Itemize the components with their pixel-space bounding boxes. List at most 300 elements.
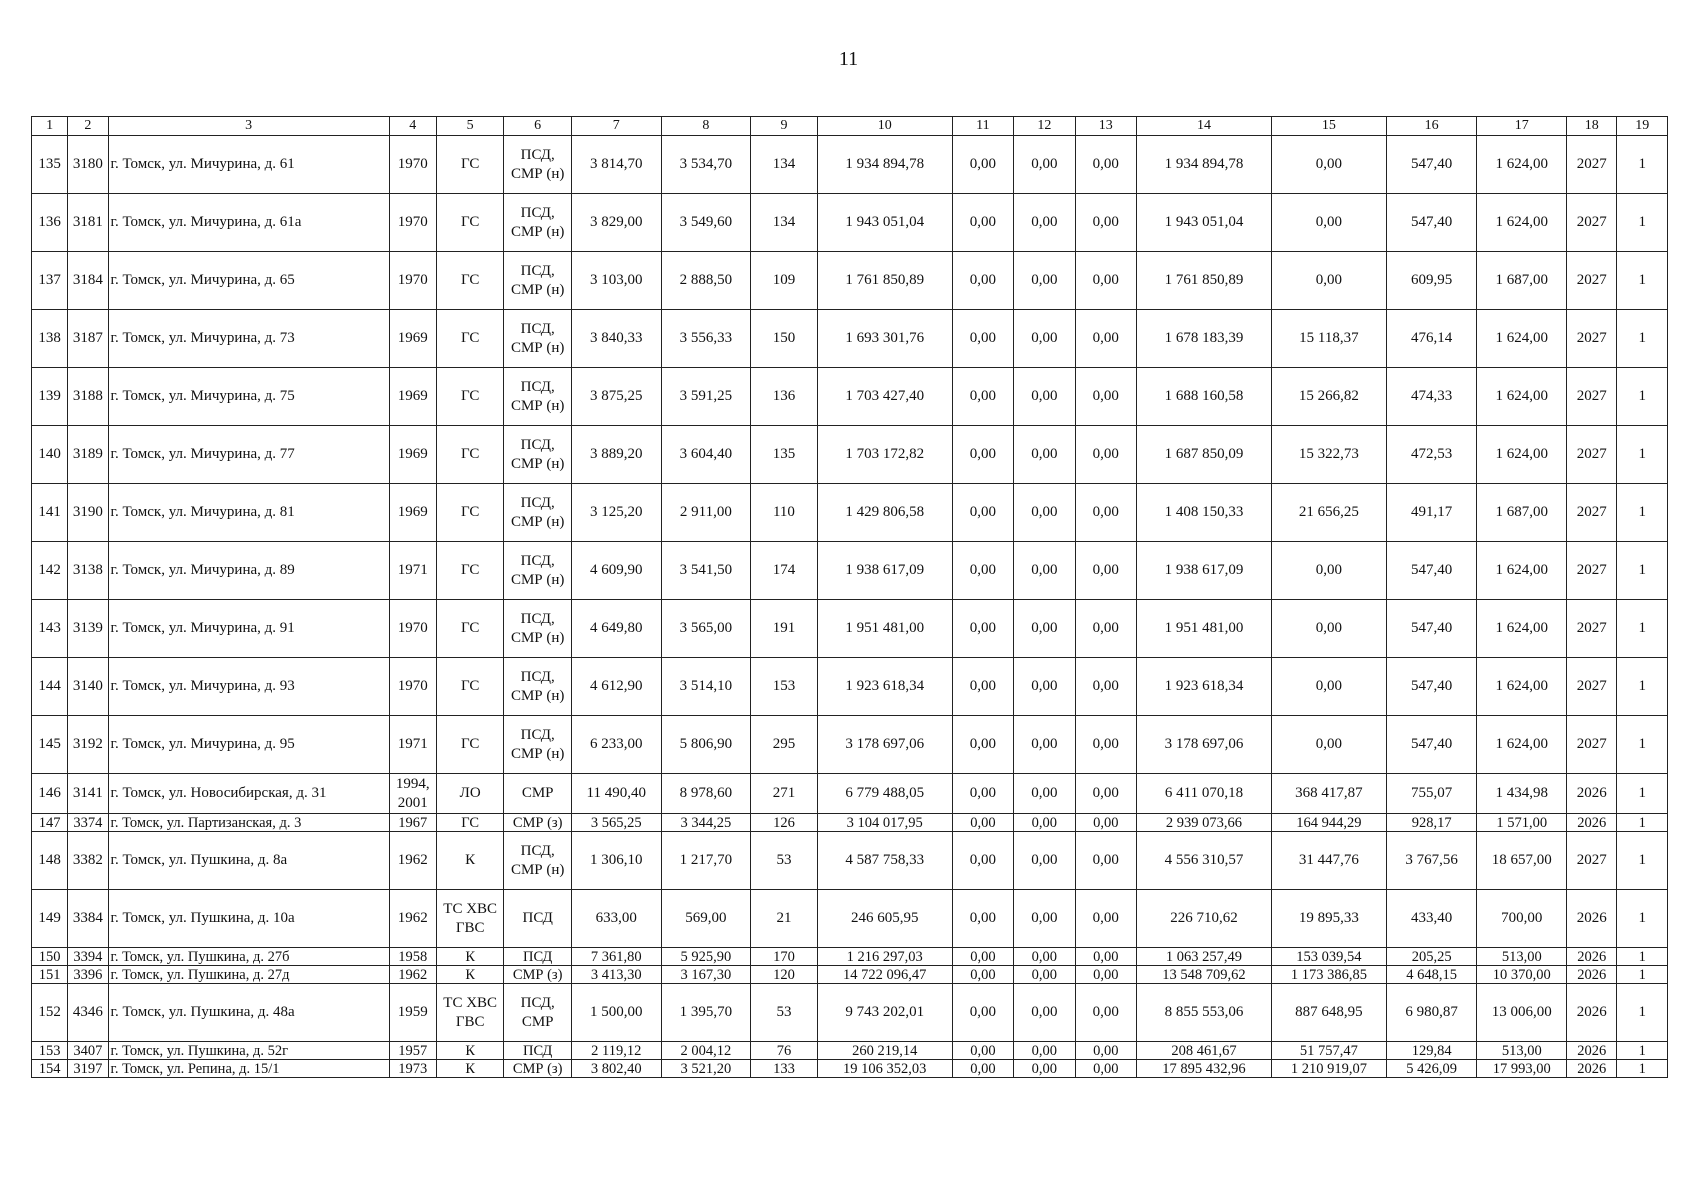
table-cell: 0,00 [952, 948, 1013, 966]
table-cell: 1 306,10 [571, 832, 661, 890]
table-cell: 1 943 051,04 [817, 194, 952, 252]
table-cell: 246 605,95 [817, 890, 952, 948]
table-cell: 1 173 386,85 [1271, 966, 1386, 984]
table-cell: ГС [436, 600, 503, 658]
table-cell: 146 [32, 774, 68, 814]
table-cell: 140 [32, 426, 68, 484]
table-row [32, 252, 1668, 310]
table-cell: 1 571,00 [1477, 814, 1567, 832]
table-cell: 1 624,00 [1477, 658, 1567, 716]
table-cell: 0,00 [1075, 484, 1136, 542]
table-cell: 2026 [1567, 948, 1617, 966]
table-cell: 3192 [68, 716, 108, 774]
table-row [32, 948, 1668, 966]
table-cell: ПСД, СМР [504, 984, 571, 1042]
table-cell: ЛО [436, 774, 503, 814]
table-cell: 3 521,20 [661, 1060, 751, 1078]
table-cell: 1 624,00 [1477, 136, 1567, 194]
table-cell: 2 911,00 [661, 484, 751, 542]
table-cell: 151 [32, 966, 68, 984]
table-cell: 0,00 [1014, 368, 1075, 426]
table-cell: 2026 [1567, 890, 1617, 948]
table-cell: 700,00 [1477, 890, 1567, 948]
table-cell: 547,40 [1386, 600, 1477, 658]
table-row [32, 966, 1668, 984]
table-cell: 11 490,40 [571, 774, 661, 814]
table-cell: 0,00 [1014, 984, 1075, 1042]
table-cell: 1 [1617, 814, 1668, 832]
table-row [32, 1060, 1668, 1078]
table-cell: 6 233,00 [571, 716, 661, 774]
table-cell: 143 [32, 600, 68, 658]
table-row [32, 136, 1668, 194]
table-cell: 31 447,76 [1271, 832, 1386, 890]
table-cell: 4 649,80 [571, 600, 661, 658]
table-cell: 260 219,14 [817, 1042, 952, 1060]
table-cell: 1 [1617, 984, 1668, 1042]
table-cell: 0,00 [1014, 716, 1075, 774]
table-cell: г. Томск, ул. Репина, д. 15/1 [108, 1060, 389, 1078]
table-cell: 0,00 [1075, 542, 1136, 600]
table-cell: 3181 [68, 194, 108, 252]
table-cell: 10 370,00 [1477, 966, 1567, 984]
table-cell: 76 [751, 1042, 817, 1060]
table-cell: ПСД, СМР (н) [504, 484, 571, 542]
table-cell: 2027 [1567, 600, 1617, 658]
table-cell: 1 429 806,58 [817, 484, 952, 542]
table-cell: 1 500,00 [571, 984, 661, 1042]
table-cell: 1 [1617, 1060, 1668, 1078]
column-number-cell: 1 [32, 117, 68, 136]
table-cell: 6 411 070,18 [1137, 774, 1272, 814]
table-cell: 19 106 352,03 [817, 1060, 952, 1078]
column-number-cell: 4 [389, 117, 436, 136]
table-cell: 368 417,87 [1271, 774, 1386, 814]
table-row [32, 832, 1668, 890]
table-cell: г. Томск, ул. Мичурина, д. 81 [108, 484, 389, 542]
table-cell: 153 039,54 [1271, 948, 1386, 966]
table-cell: 0,00 [1075, 426, 1136, 484]
table-cell: 0,00 [1075, 966, 1136, 984]
table-cell: 1 624,00 [1477, 426, 1567, 484]
table-cell: г. Томск, ул. Мичурина, д. 95 [108, 716, 389, 774]
table-cell: 0,00 [952, 984, 1013, 1042]
table-cell: 9 743 202,01 [817, 984, 952, 1042]
table-cell: 1971 [389, 716, 436, 774]
column-number-cell: 19 [1617, 117, 1668, 136]
table-cell: 4 648,15 [1386, 966, 1477, 984]
table-row [32, 774, 1668, 814]
table-cell: 3 829,00 [571, 194, 661, 252]
table-cell: 150 [751, 310, 817, 368]
table-cell: 3190 [68, 484, 108, 542]
table-cell: 110 [751, 484, 817, 542]
table-cell: К [436, 832, 503, 890]
page-number: 11 [838, 48, 859, 70]
table-cell: 4 556 310,57 [1137, 832, 1272, 890]
table-cell: г. Томск, ул. Мичурина, д. 65 [108, 252, 389, 310]
table-cell: 15 118,37 [1271, 310, 1386, 368]
table-cell: 1 [1617, 716, 1668, 774]
table-cell: 3374 [68, 814, 108, 832]
table-cell: 7 361,80 [571, 948, 661, 966]
table-cell: 1 687 850,09 [1137, 426, 1272, 484]
table-cell: 53 [751, 984, 817, 1042]
table-cell: 0,00 [1014, 774, 1075, 814]
table-cell: 1 951 481,00 [1137, 600, 1272, 658]
table-cell: 1 678 183,39 [1137, 310, 1272, 368]
table-cell: ГС [436, 716, 503, 774]
table-cell: 1970 [389, 600, 436, 658]
table-cell: 134 [751, 136, 817, 194]
table-cell: 3396 [68, 966, 108, 984]
table-cell: 491,17 [1386, 484, 1477, 542]
table-cell: 2027 [1567, 832, 1617, 890]
table-row [32, 716, 1668, 774]
table-cell: 0,00 [1014, 966, 1075, 984]
table-cell: 138 [32, 310, 68, 368]
table-cell: 0,00 [1014, 310, 1075, 368]
table-cell: 149 [32, 890, 68, 948]
table-cell: 208 461,67 [1137, 1042, 1272, 1060]
table-cell: 6 980,87 [1386, 984, 1477, 1042]
table-cell: 0,00 [1075, 194, 1136, 252]
table-cell: 142 [32, 542, 68, 600]
table-cell: 164 944,29 [1271, 814, 1386, 832]
table-cell: 1 761 850,89 [817, 252, 952, 310]
table-cell: 2027 [1567, 368, 1617, 426]
table-cell: 0,00 [1075, 1042, 1136, 1060]
table-cell: 271 [751, 774, 817, 814]
table-cell: 755,07 [1386, 774, 1477, 814]
table-cell: 2026 [1567, 814, 1617, 832]
table-cell: 3141 [68, 774, 108, 814]
table-cell: 0,00 [952, 252, 1013, 310]
table-cell: 1 434,98 [1477, 774, 1567, 814]
table-cell: ГС [436, 252, 503, 310]
table-cell: ТС ХВС ГВС [436, 890, 503, 948]
table-cell: 1969 [389, 484, 436, 542]
column-number-cell: 11 [952, 117, 1013, 136]
table-cell: 0,00 [1014, 136, 1075, 194]
table-cell: ПСД, СМР (н) [504, 832, 571, 890]
table-cell: 6 779 488,05 [817, 774, 952, 814]
table-cell: 3 514,10 [661, 658, 751, 716]
table-cell: 0,00 [1271, 194, 1386, 252]
table-cell: 2027 [1567, 252, 1617, 310]
table-cell: 1958 [389, 948, 436, 966]
table-cell: 21 656,25 [1271, 484, 1386, 542]
table-cell: ГС [436, 310, 503, 368]
table-cell: 1 [1617, 136, 1668, 194]
table-cell: ПСД, СМР (н) [504, 716, 571, 774]
table-cell: г. Томск, ул. Пушкина, д. 48а [108, 984, 389, 1042]
table-cell: 174 [751, 542, 817, 600]
table-cell: 0,00 [952, 136, 1013, 194]
table-cell: 1 [1617, 368, 1668, 426]
table-cell: 0,00 [952, 194, 1013, 252]
table-cell: 887 648,95 [1271, 984, 1386, 1042]
table-cell: 1962 [389, 890, 436, 948]
table-cell: 3407 [68, 1042, 108, 1060]
table-cell: 3 104 017,95 [817, 814, 952, 832]
table-cell: 3139 [68, 600, 108, 658]
table-cell: 133 [751, 1060, 817, 1078]
table-row [32, 658, 1668, 716]
table-cell: 21 [751, 890, 817, 948]
table-cell: 13 548 709,62 [1137, 966, 1272, 984]
table-cell: 2027 [1567, 310, 1617, 368]
table-cell: 3384 [68, 890, 108, 948]
table-cell: г. Томск, ул. Пушкина, д. 27д [108, 966, 389, 984]
table-cell: 1957 [389, 1042, 436, 1060]
table-cell: 0,00 [1014, 658, 1075, 716]
table-cell: 1 687,00 [1477, 252, 1567, 310]
table-cell: 1 216 297,03 [817, 948, 952, 966]
column-number-cell: 18 [1567, 117, 1617, 136]
table-cell: 1962 [389, 832, 436, 890]
table-cell: ПСД [504, 948, 571, 966]
table-row [32, 542, 1668, 600]
table-cell: 3180 [68, 136, 108, 194]
table-cell: 150 [32, 948, 68, 966]
table-cell: 1970 [389, 252, 436, 310]
table-cell: 1 688 160,58 [1137, 368, 1272, 426]
table-cell: 1 [1617, 600, 1668, 658]
table-cell: 4 612,90 [571, 658, 661, 716]
housing-register-table [31, 116, 1668, 1078]
table-row [32, 984, 1668, 1042]
table-cell: 513,00 [1477, 948, 1567, 966]
table-cell: ГС [436, 136, 503, 194]
table-cell: г. Томск, ул. Пушкина, д. 10а [108, 890, 389, 948]
table-cell: 3 565,00 [661, 600, 751, 658]
table-row [32, 814, 1668, 832]
table-cell: 1 063 257,49 [1137, 948, 1272, 966]
table-cell: ГС [436, 484, 503, 542]
table-cell: ГС [436, 542, 503, 600]
table-cell: К [436, 1060, 503, 1078]
table-cell: 633,00 [571, 890, 661, 948]
table-row [32, 368, 1668, 426]
table-cell: 3 125,20 [571, 484, 661, 542]
column-number-cell: 10 [817, 117, 952, 136]
table-cell: 3 413,30 [571, 966, 661, 984]
table-cell: г. Томск, ул. Мичурина, д. 75 [108, 368, 389, 426]
table-cell: г. Томск, ул. Новосибирская, д. 31 [108, 774, 389, 814]
table-cell: 3 103,00 [571, 252, 661, 310]
table-cell: г. Томск, ул. Пушкина, д. 52г [108, 1042, 389, 1060]
table-cell: 0,00 [1271, 600, 1386, 658]
table-cell: 126 [751, 814, 817, 832]
column-number-cell: 12 [1014, 117, 1075, 136]
table-cell: 147 [32, 814, 68, 832]
table-cell: г. Томск, ул. Пушкина, д. 8а [108, 832, 389, 890]
column-number-cell: 2 [68, 117, 108, 136]
table-cell: 0,00 [952, 966, 1013, 984]
table-cell: 3 344,25 [661, 814, 751, 832]
table-cell: 1 923 618,34 [1137, 658, 1272, 716]
table-cell: 0,00 [1075, 832, 1136, 890]
table-cell: 3138 [68, 542, 108, 600]
table-cell: 3 814,70 [571, 136, 661, 194]
table-cell: ГС [436, 814, 503, 832]
table-cell: 0,00 [952, 310, 1013, 368]
table-cell: 1 [1617, 194, 1668, 252]
column-number-cell: 9 [751, 117, 817, 136]
table-cell: 136 [751, 368, 817, 426]
column-number-cell: 16 [1386, 117, 1477, 136]
table-cell: 433,40 [1386, 890, 1477, 948]
table-cell: 1 703 427,40 [817, 368, 952, 426]
table-cell: 15 322,73 [1271, 426, 1386, 484]
table-cell: 928,17 [1386, 814, 1477, 832]
table-cell: 3189 [68, 426, 108, 484]
table-cell: 1 938 617,09 [817, 542, 952, 600]
table-cell: 3 802,40 [571, 1060, 661, 1078]
table-cell: К [436, 1042, 503, 1060]
table-cell: 1 [1617, 832, 1668, 890]
table-cell: 0,00 [1014, 252, 1075, 310]
table-cell: 3188 [68, 368, 108, 426]
table-cell: 3 541,50 [661, 542, 751, 600]
table-cell: 609,95 [1386, 252, 1477, 310]
table-cell: СМР (з) [504, 966, 571, 984]
table-cell: 569,00 [661, 890, 751, 948]
table-cell: 152 [32, 984, 68, 1042]
table-cell: 1 624,00 [1477, 310, 1567, 368]
table-cell: 1 938 617,09 [1137, 542, 1272, 600]
table-cell: 3 565,25 [571, 814, 661, 832]
table-cell: 295 [751, 716, 817, 774]
table-cell: 0,00 [1271, 252, 1386, 310]
table-cell: 2027 [1567, 542, 1617, 600]
table-cell: 2026 [1567, 1042, 1617, 1060]
table-cell: 1 [1617, 774, 1668, 814]
table-cell: 1970 [389, 658, 436, 716]
table-cell: 137 [32, 252, 68, 310]
table-cell: 2027 [1567, 484, 1617, 542]
table-cell: 2026 [1567, 984, 1617, 1042]
table-cell: 1 624,00 [1477, 194, 1567, 252]
table-cell: г. Томск, ул. Мичурина, д. 73 [108, 310, 389, 368]
table-row [32, 310, 1668, 368]
table-cell: 17 993,00 [1477, 1060, 1567, 1078]
table-cell: 0,00 [1014, 600, 1075, 658]
table-row [32, 194, 1668, 252]
table-cell: 145 [32, 716, 68, 774]
table-cell: 0,00 [1075, 984, 1136, 1042]
table-cell: 205,25 [1386, 948, 1477, 966]
table-cell: г. Томск, ул. Партизанская, д. 3 [108, 814, 389, 832]
table-cell: 153 [751, 658, 817, 716]
table-cell: 1 [1617, 484, 1668, 542]
table-cell: 0,00 [952, 774, 1013, 814]
table-cell: г. Томск, ул. Мичурина, д. 93 [108, 658, 389, 716]
table-cell: СМР [504, 774, 571, 814]
column-number-cell: 6 [504, 117, 571, 136]
table-cell: ПСД, СМР (н) [504, 310, 571, 368]
table-cell: 1 210 919,07 [1271, 1060, 1386, 1078]
table-cell: 1 934 894,78 [1137, 136, 1272, 194]
table-cell: ТС ХВС ГВС [436, 984, 503, 1042]
table-cell: 1 [1617, 948, 1668, 966]
table-cell: 19 895,33 [1271, 890, 1386, 948]
table-cell: 1 624,00 [1477, 368, 1567, 426]
table-cell: 0,00 [1014, 484, 1075, 542]
table-cell: 135 [751, 426, 817, 484]
table-cell: 3394 [68, 948, 108, 966]
table-cell: 3 549,60 [661, 194, 751, 252]
table-cell: 1 [1617, 890, 1668, 948]
table-cell: 148 [32, 832, 68, 890]
table-cell: 1 [1617, 310, 1668, 368]
table-cell: 0,00 [952, 1060, 1013, 1078]
table-cell: 1969 [389, 310, 436, 368]
table-row [32, 426, 1668, 484]
table-cell: 1973 [389, 1060, 436, 1078]
table-cell: 513,00 [1477, 1042, 1567, 1060]
table-cell: г. Томск, ул. Мичурина, д. 61 [108, 136, 389, 194]
table-row [32, 1042, 1668, 1060]
table-cell: 2 888,50 [661, 252, 751, 310]
table-cell: 3 889,20 [571, 426, 661, 484]
table-cell: 3184 [68, 252, 108, 310]
table-cell: 0,00 [952, 484, 1013, 542]
table-cell: ПСД, СМР (н) [504, 658, 571, 716]
table-cell: г. Томск, ул. Мичурина, д. 77 [108, 426, 389, 484]
table-cell: 3382 [68, 832, 108, 890]
table-cell: 0,00 [1014, 948, 1075, 966]
table-cell: 0,00 [1075, 948, 1136, 966]
table-cell: 4346 [68, 984, 108, 1042]
table-cell: 51 757,47 [1271, 1042, 1386, 1060]
table-cell: 1 624,00 [1477, 716, 1567, 774]
table-cell: 1 217,70 [661, 832, 751, 890]
table-cell: 0,00 [952, 1042, 1013, 1060]
table-cell: 0,00 [1014, 1060, 1075, 1078]
column-number-cell: 14 [1137, 117, 1272, 136]
table-cell: ПСД, СМР (н) [504, 136, 571, 194]
table-cell: 3 534,70 [661, 136, 751, 194]
table-cell: 170 [751, 948, 817, 966]
table-cell: 0,00 [1271, 658, 1386, 716]
table-cell: К [436, 948, 503, 966]
table-cell: 1 761 850,89 [1137, 252, 1272, 310]
table-cell: 8 978,60 [661, 774, 751, 814]
table-cell: ПСД [504, 1042, 571, 1060]
table-cell: 2027 [1567, 194, 1617, 252]
table-cell: 1 [1617, 966, 1668, 984]
table-cell: 0,00 [952, 832, 1013, 890]
table-cell: 18 657,00 [1477, 832, 1567, 890]
table-cell: 0,00 [952, 716, 1013, 774]
table-cell: 3 167,30 [661, 966, 751, 984]
table-cell: 474,33 [1386, 368, 1477, 426]
table-cell: 1 408 150,33 [1137, 484, 1272, 542]
table-cell: 1 [1617, 426, 1668, 484]
table-cell: 139 [32, 368, 68, 426]
table-cell: 129,84 [1386, 1042, 1477, 1060]
table-cell: 1969 [389, 426, 436, 484]
table-row [32, 484, 1668, 542]
table-cell: 109 [751, 252, 817, 310]
table-cell: 191 [751, 600, 817, 658]
table-cell: 2026 [1567, 1060, 1617, 1078]
table-cell: СМР (з) [504, 814, 571, 832]
table-cell: 0,00 [1075, 1060, 1136, 1078]
table-cell: 0,00 [1014, 194, 1075, 252]
